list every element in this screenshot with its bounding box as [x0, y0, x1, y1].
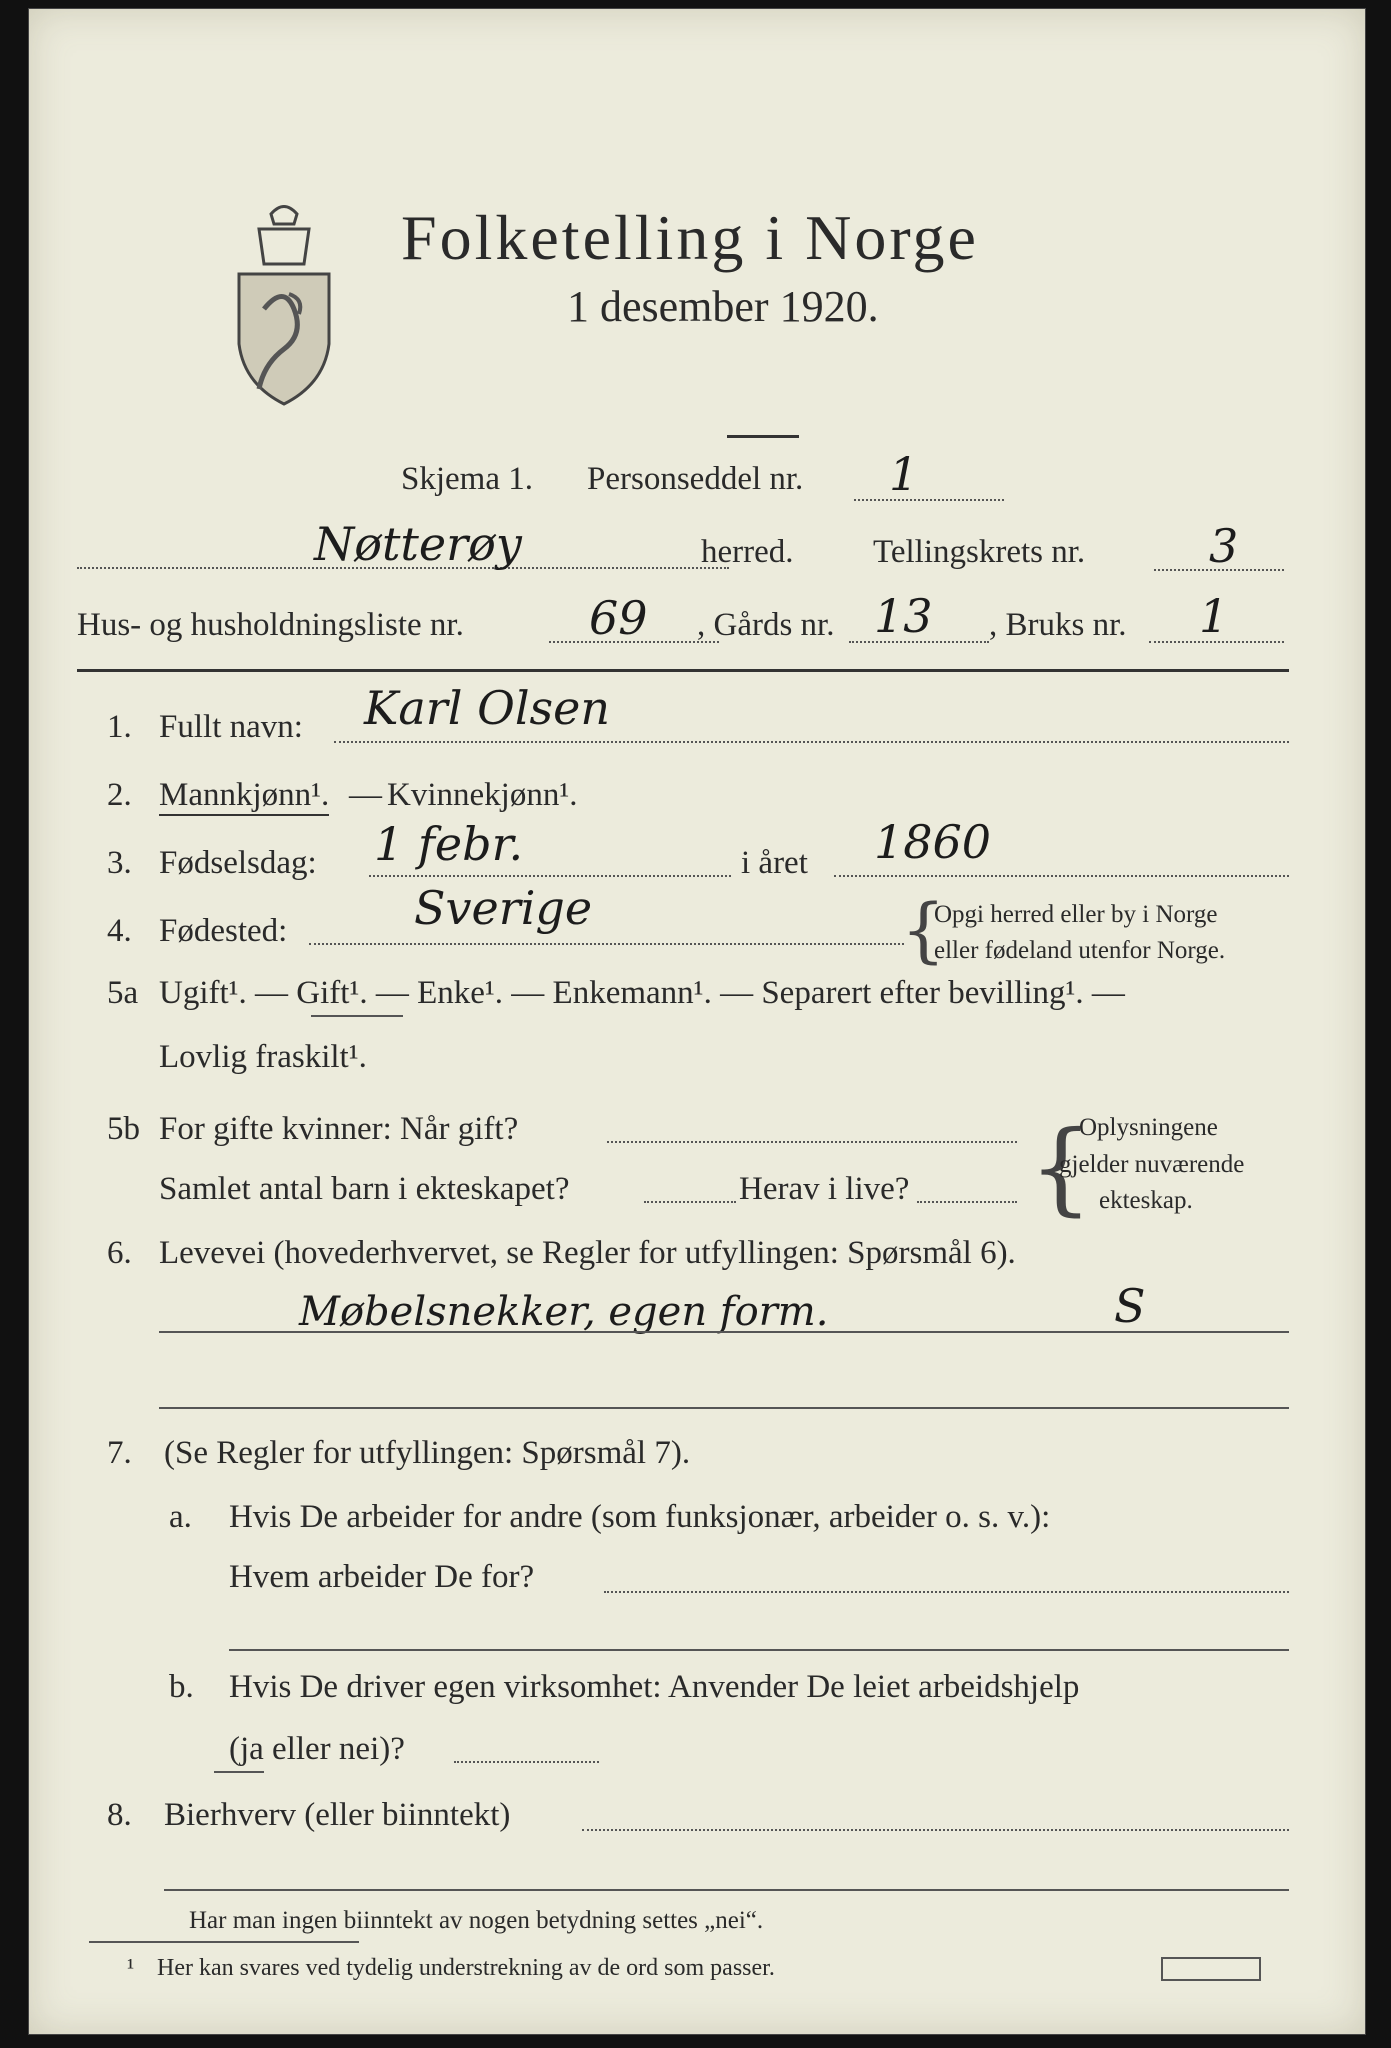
q7a-line1: Hvis De arbeider for andre (som funksjonær, arbeider o. s. v.): — [229, 1499, 1051, 1535]
personseddel-label: Personseddel nr. — [587, 461, 804, 497]
personseddel-line — [854, 499, 1004, 501]
q7a-letter: a. — [169, 1499, 192, 1535]
husliste-label: Hus- og husholdningsliste nr. — [77, 607, 464, 643]
q8-label: Bierhverv (eller biinntekt) — [164, 1797, 511, 1833]
marital-status-options[interactable]: Ugift¹. — Gift¹. — Enke¹. — Enkemann¹. — Separert efter bevilling¹. — — [159, 975, 1125, 1011]
q3-number: 3. — [107, 845, 132, 881]
year-line — [834, 875, 1289, 877]
footer-divider — [89, 1941, 359, 1943]
alive-line — [917, 1201, 1017, 1203]
q5b-brace: { — [1029, 1109, 1093, 1226]
footnote-number: ¹ — [127, 1955, 135, 1981]
birthplace-value[interactable]: Sverige — [414, 881, 593, 935]
occupation-value[interactable]: Møbelsnekker, egen form. — [299, 1289, 829, 1335]
occupation-mark: S — [1114, 1279, 1146, 1333]
printer-stamp — [1161, 1957, 1261, 1981]
norway-coat-of-arms-icon — [229, 199, 339, 409]
q7b-line1: Hvis De driver egen virksomhet: Anvender De leiet arbeidshjelp — [229, 1669, 1080, 1705]
bruks-label: , Bruks nr. — [989, 607, 1127, 643]
q4-note-line2: eller fødeland utenfor Norge. — [934, 937, 1226, 964]
q5a-number: 5a — [107, 975, 139, 1011]
q5b-note2: gjelder nuværende — [1059, 1151, 1245, 1178]
q4-number: 4. — [107, 913, 132, 949]
birth-year-value[interactable]: 1860 — [874, 815, 992, 869]
marital-status-divorced[interactable]: Lovlig fraskilt¹. — [159, 1039, 367, 1075]
birthday-value[interactable]: 1 febr. — [374, 817, 524, 871]
footnote-text: Her kan svares ved tydelig understrekning av de ord som passer. — [157, 1955, 775, 1981]
form-title: Folketelling i Norge — [401, 202, 979, 273]
year-label: i året — [741, 845, 808, 881]
header-divider — [77, 669, 1289, 672]
schema-label: Skjema 1. — [401, 461, 533, 497]
q5b-line1: For gifte kvinner: Når gift? — [159, 1111, 519, 1147]
side-income-line-2 — [164, 1889, 1289, 1891]
q7b-line2[interactable]: (ja eller nei)? — [229, 1731, 405, 1767]
q5b-children-label: Samlet antal barn i ekteskapet? — [159, 1171, 570, 1207]
gards-value[interactable]: 13 — [874, 589, 933, 643]
q7-label: (Se Regler for utfyllingen: Spørsmål 7). — [164, 1435, 691, 1471]
q1-number: 1. — [107, 709, 132, 745]
q7a-line2: Hvem arbeider De for? — [229, 1559, 535, 1595]
q5b-number: 5b — [107, 1111, 140, 1147]
q3-line — [369, 875, 731, 877]
census-form — [28, 8, 1366, 2035]
gender-separator: — — [349, 777, 382, 813]
q5b-alive-label: Herav i live? — [739, 1171, 910, 1207]
q1-line — [334, 741, 1289, 743]
married-when-line — [607, 1141, 1017, 1143]
ja-underline — [214, 1771, 264, 1773]
q5b-note1: Oplysningene — [1079, 1114, 1218, 1141]
census-date: 1 desember 1920. — [567, 282, 879, 331]
q4-brace: { — [901, 889, 946, 971]
occupation-line — [159, 1331, 1289, 1333]
q3-label: Fødselsdag: — [159, 845, 317, 881]
q2-number: 2. — [107, 777, 132, 813]
tellingskrets-value[interactable]: 3 — [1209, 519, 1239, 573]
side-income-line — [582, 1829, 1289, 1831]
title-divider — [727, 435, 799, 438]
q7b-letter: b. — [169, 1669, 194, 1705]
bruks-value[interactable]: 1 — [1199, 589, 1229, 643]
gards-label: , Gårds nr. — [697, 607, 835, 643]
gift-underline — [311, 1015, 403, 1017]
gender-female[interactable]: Kvinnekjønn¹. — [387, 777, 578, 813]
nei-note: Har man ingen biinntekt av nogen betydning settes „nei“. — [189, 1907, 764, 1934]
hired-help-line — [454, 1761, 599, 1763]
personseddel-value[interactable]: 1 — [889, 447, 919, 501]
employer-line-2 — [229, 1649, 1289, 1651]
q4-line — [309, 943, 904, 945]
q1-label: Fullt navn: — [159, 709, 303, 745]
herred-value[interactable]: Nøtterøy — [314, 517, 522, 571]
children-line — [644, 1201, 736, 1203]
herred-label: herred. — [701, 534, 794, 570]
q8-number: 8. — [107, 1797, 132, 1833]
q4-note-line1: Opgi herred eller by i Norge — [934, 901, 1218, 928]
q6-label: Levevei (hovederhvervet, se Regler for utfyllingen: Spørsmål 6). — [159, 1235, 1016, 1271]
gender-male[interactable]: Mannkjønn¹. — [159, 777, 329, 816]
q5b-note3: ekteskap. — [1099, 1187, 1193, 1214]
tellingskrets-label: Tellingskrets nr. — [873, 534, 1086, 570]
q7-number: 7. — [107, 1435, 132, 1471]
husliste-value[interactable]: 69 — [589, 591, 648, 645]
occupation-line-2 — [159, 1407, 1289, 1409]
employer-line — [604, 1591, 1289, 1593]
q6-number: 6. — [107, 1235, 132, 1271]
full-name-value[interactable]: Karl Olsen — [364, 681, 610, 735]
q4-label: Fødested: — [159, 913, 288, 949]
